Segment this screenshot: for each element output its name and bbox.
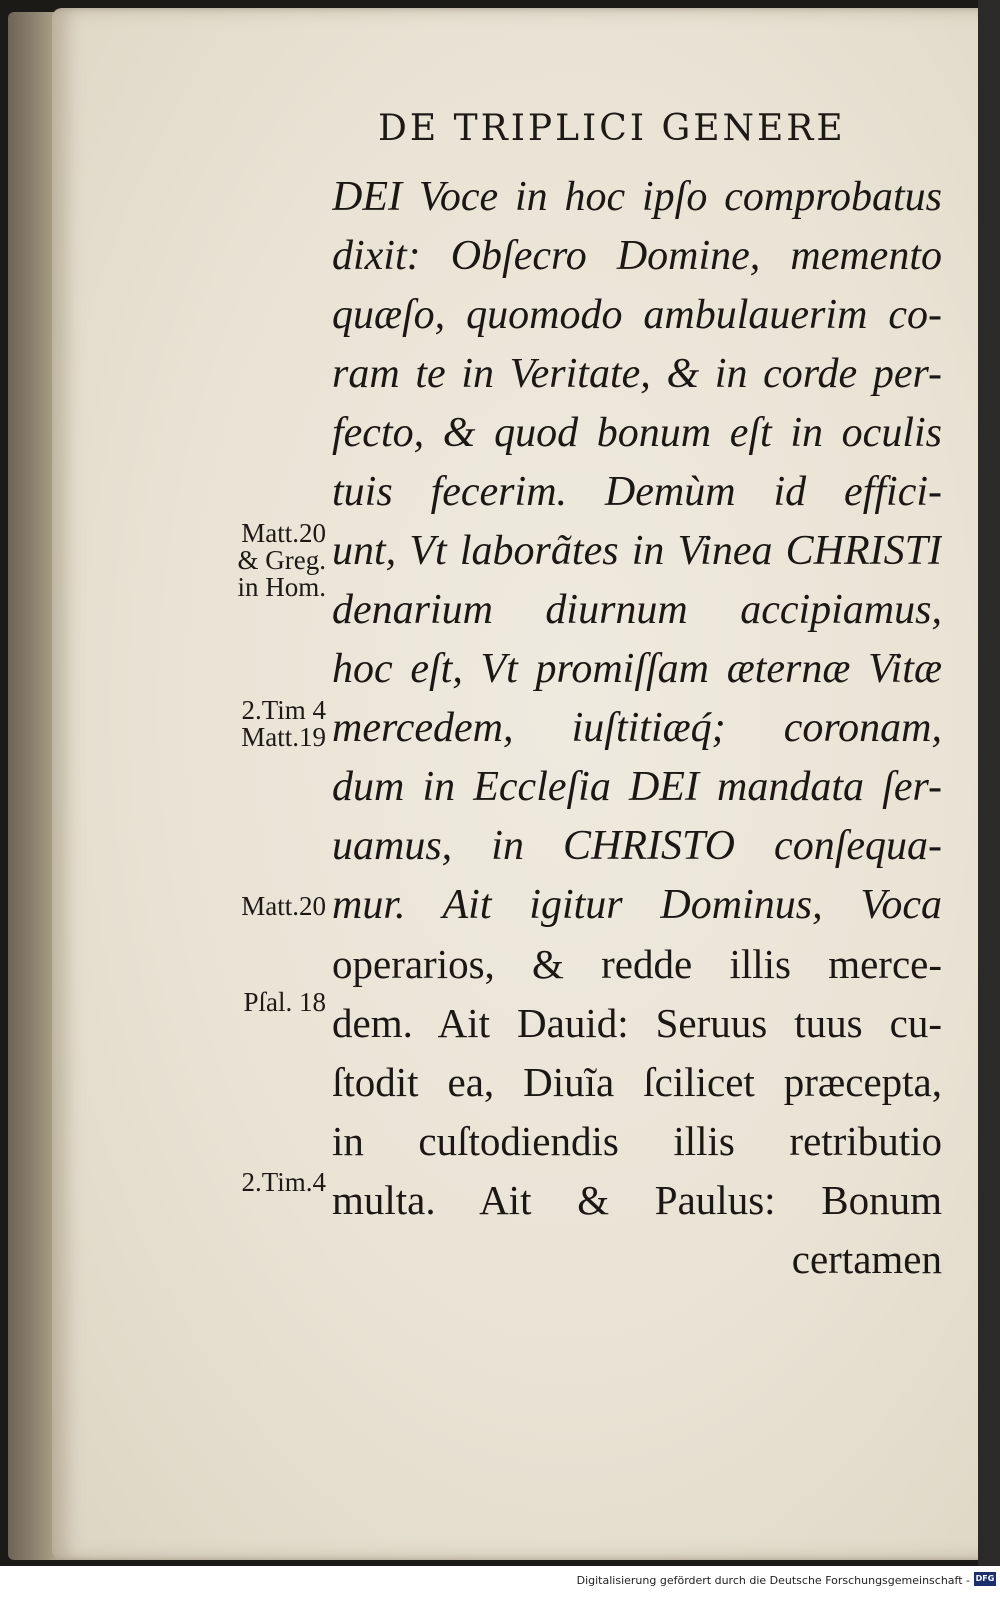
running-head: DE TRIPLICI GENERE xyxy=(378,108,846,149)
text-line: dem. Ait Dauid: Seruus tuus cu- xyxy=(332,1000,942,1046)
text-line: mercedem, iuſtitiæq́; coronam, xyxy=(332,705,942,751)
text-line: unt, Vt laborãtes in Vinea CHRISTI xyxy=(332,528,942,574)
margin-note: Matt.20 & Greg. in Hom. xyxy=(237,518,326,602)
text-line: fecto, & quod bonum eſt in oculis xyxy=(332,410,942,456)
text-line: mur. Ait igitur Dominus, Voca xyxy=(332,882,942,928)
main-text-block xyxy=(332,168,942,1289)
text-line: multa. Ait & Paulus: Bonum xyxy=(332,1177,942,1223)
text-line: quæſo, quomodo ambulauerim co- xyxy=(332,292,942,338)
margin-note: Matt.20 xyxy=(241,891,326,921)
margin-note: Pſal. 18 xyxy=(243,987,326,1017)
scan-border xyxy=(978,0,1000,1566)
text-line: operarios, & redde illis merce- xyxy=(332,941,942,987)
text-line: in cuſtodiendis illis retributio xyxy=(332,1118,942,1164)
text-line: tuis fecerim. Demùm id effici- xyxy=(332,469,942,515)
text-line: hoc eſt, Vt promiſſam æternæ Vitæ xyxy=(332,646,942,692)
margin-note: 2.Tim.4 xyxy=(241,1167,326,1197)
text-line: dixit: Obſecro Domine, memento xyxy=(332,233,942,279)
text-line: denarium diurnum accipiamus, xyxy=(332,587,942,633)
funding-credit: Digitalisierung gefördert durch die Deutsche Forschungsgemeinschaft - xyxy=(576,1574,970,1587)
margin-note: 2.Tim 4 Matt.19 xyxy=(241,695,326,752)
text-line: ſtodit ea, Diuĩa ſcilicet præcepta, xyxy=(332,1059,942,1105)
text-line: ram te in Veritate, & in corde per- xyxy=(332,351,942,397)
text-line: uamus, in CHRISTO conſequa- xyxy=(332,823,942,869)
text-line: DEI Voce in hoc ipſo comprobatus xyxy=(332,174,942,220)
text-line: dum in Eccleſia DEI mandata ſer- xyxy=(332,764,942,810)
catchword: certamen xyxy=(791,1236,942,1282)
dfg-logo: DFG xyxy=(974,1572,996,1586)
